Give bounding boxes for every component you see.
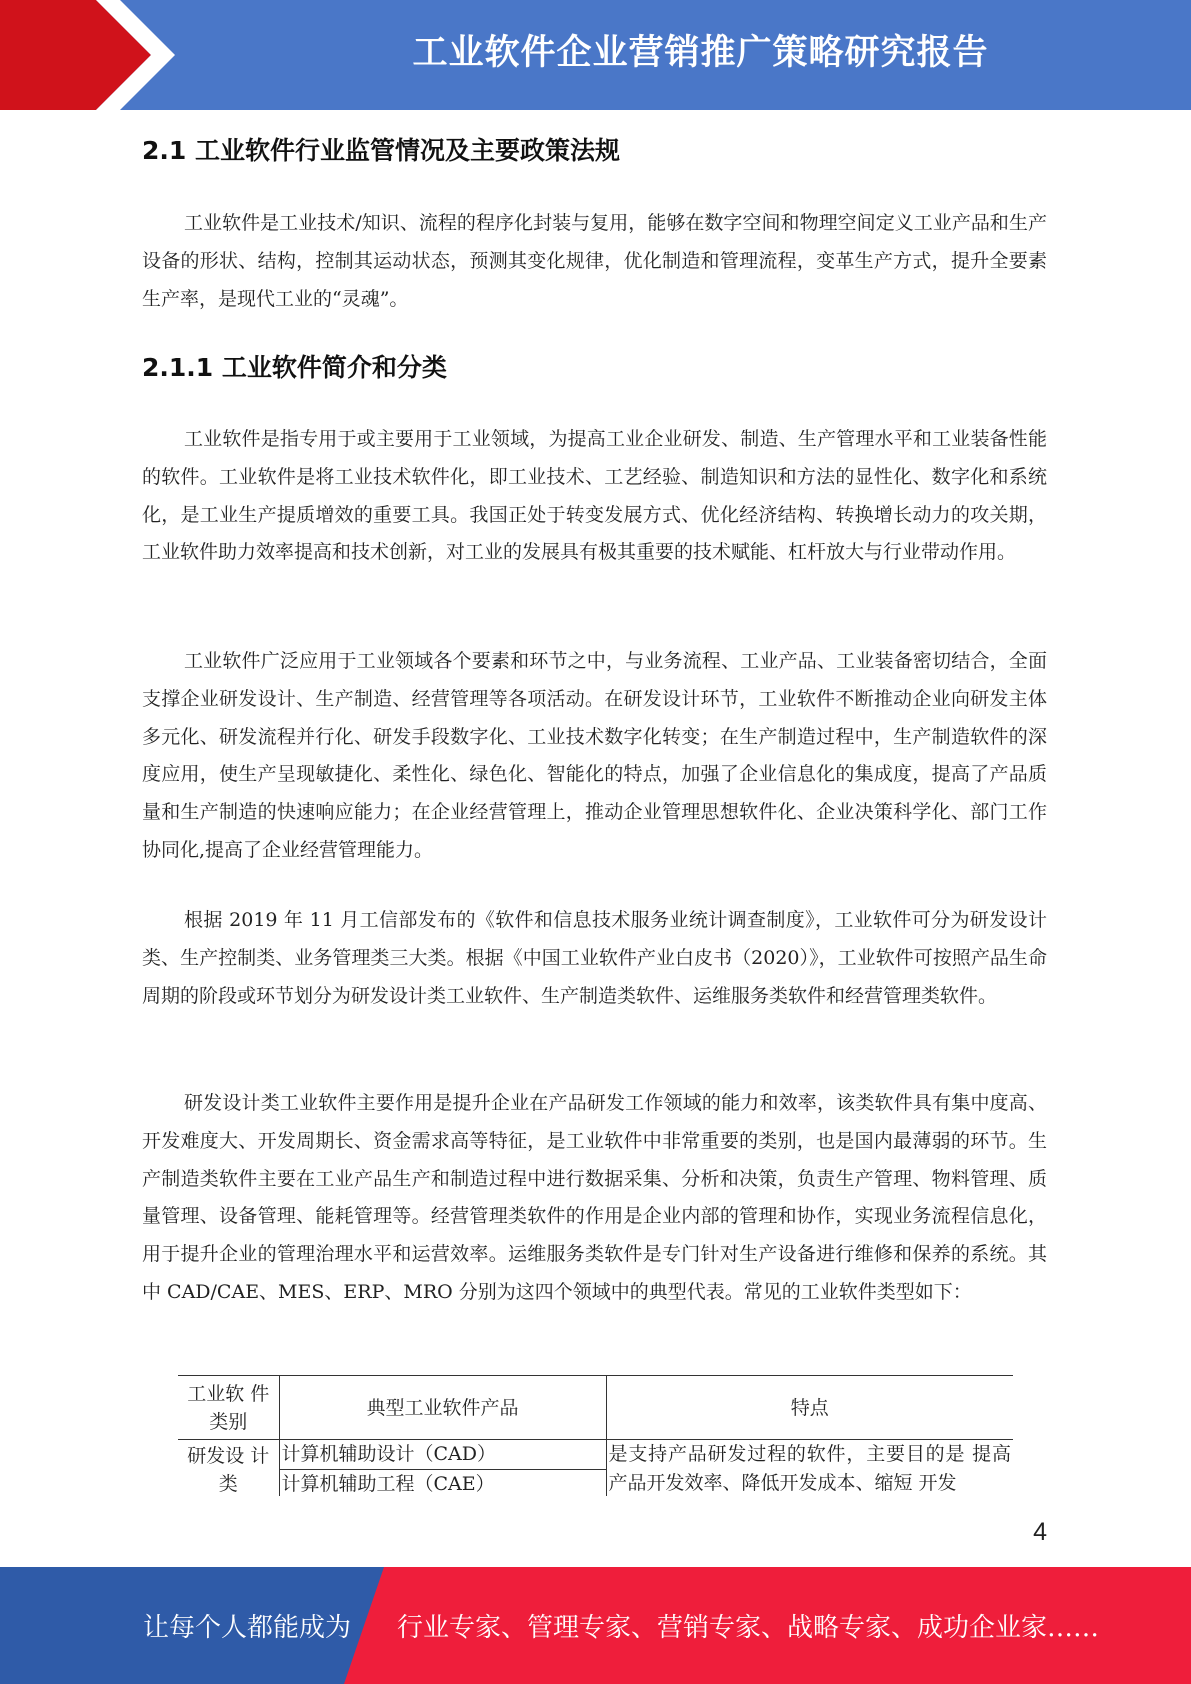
page-number: 4 [1033,1518,1047,1546]
paragraph-classification: 根据 2019 年 11 月工信部发布的《软件和信息技术服务业统计调查制度》，工业软件可分为研发设计类、生产控制类、业务管理类三大类。根据《中国工业软件产业白皮书（2020）》，工业软件可按照产品生命周期的阶段或环节划分为研发设计类工业软件、生产制造类软件、运维服务类软件和经营管理类软件。 [142,909,1047,1007]
software-type-table [178,1375,1013,1498]
footer-slogan-right: 行业专家、管理专家、营销专家、战略专家、成功企业家…… [397,1613,1100,1643]
table-header-features: 特点 [606,1376,1013,1440]
paragraph-definition: 工业软件是指专用于或主要用于工业领域，为提高工业企业研发、制造、生产管理水平和工业装备性能的软件。工业软件是将工业技术软件化，即工业技术、工艺经验、制造知识和方法的显性化、数字化和系统化，是工业生产提质增效的重要工具。我国正处于转变发展方式、优化经济结构、转换增长动力的攻关期，工业软件助力效率提高和技术创新，对工业的发展具有极其重要的技术赋能、杠杆放大与行业带动作用。 [142,428,1047,564]
table-page-cut [0,1496,1191,1536]
table-header-products: 典型工业软件产品 [279,1376,606,1440]
table-cell-product: 计算机辅助设计（CAD） [279,1440,606,1470]
table-header-row [178,1376,1013,1440]
paragraph-intro: 工业软件是工业技术/知识、流程的程序化封装与复用，能够在数字空间和物理空间定义工业产品和生产设备的形状、结构，控制其运动状态，预测其变化规律，优化制造和管理流程，变革生产方式，提升全要素生产率，是现代工业的“灵魂”。 [142,212,1047,310]
section-heading-2-1: 2.1 工业软件行业监管情况及主要政策法规 [142,136,620,165]
page-footer [0,1567,1191,1684]
report-title: 工业软件企业营销推广策略研究报告 [412,33,989,73]
paragraph-types: 研发设计类工业软件主要作用是提升企业在产品研发工作领域的能力和效率，该类软件具有集中度高、开发难度大、开发周期长、资金需求高等特征，是工业软件中非常重要的类别，也是国内最薄弱的环节。生产制造类软件主要在工业产品生产和制造过程中进行数据采集、分析和决策，负责生产管理、物料管理、质量管理、设备管理、能耗管理等。经营管理类软件的作用是企业内部的管理和协作，实现业务流程信息化，用于提升企业的管理治理水平和运营效率。运维服务类软件是专门针对生产设备进行维修和保养的系统。其中 CAD/CAE、MES、ERP、MRO 分别为这四个领域中的典型代表。常见的工业软件类型如下： [142,1092,1047,1303]
table-cell-features: 是支持产品研发过程的软件，主要目的是 提高产品开发效率、降低开发成本、缩短 开发 [608,1443,1011,1494]
page-header [0,0,1191,110]
section-heading-2-1-1: 2.1.1 工业软件简介和分类 [142,353,447,382]
paragraph-applications: 工业软件广泛应用于工业领域各个要素和环节之中，与业务流程、工业产品、工业装备密切结合，全面支撑企业研发设计、生产制造、经营管理等各项活动。在研发设计环节，工业软件不断推动企业向研发主体多元化、研发流程并行化、研发手段数字化、工业技术数字化转变；在生产制造过程中，生产制造软件的深度应用，使生产呈现敏捷化、柔性化、绿色化、智能化的特点，加强了企业信息化的集成度，提高了产品质量和生产制造的快速响应能力；在企业经营管理上，推动企业管理思想软件化、企业决策科学化、部门工作协同化,提高了企业经营管理能力。 [142,650,1047,861]
table-header-category: 工业软 件类别 [178,1376,279,1440]
footer-slogan-left: 让每个人都能成为 [143,1613,352,1643]
table-cell-product: 计算机辅助工程（CAE） [279,1469,606,1498]
table-cell-category: 研发设 计类 [178,1440,279,1499]
table-row [178,1440,1013,1470]
